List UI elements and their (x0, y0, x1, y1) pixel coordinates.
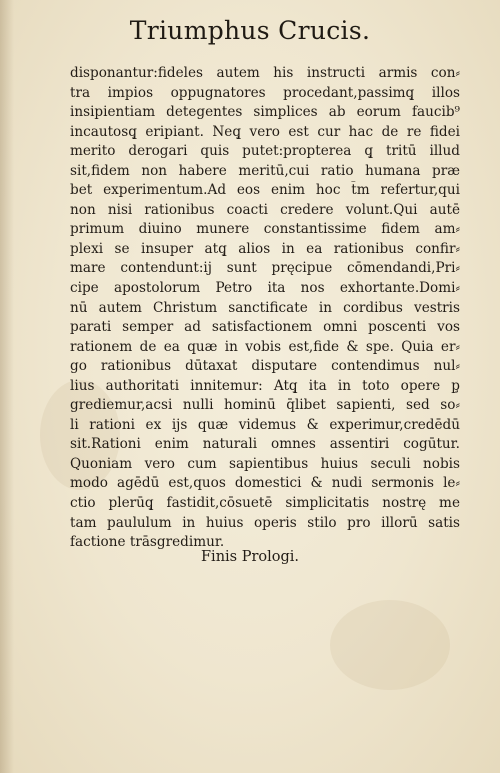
text-line: incautosq̧ eripiant. Neq̧ vero est cur hac de re fidei (70, 123, 460, 140)
text-line: sit,fidem non habere meritū,cui ratio humana præ (70, 162, 460, 179)
text-line: tam paululum in huius operis stilo pro illorū satis (70, 514, 460, 531)
text-line: ctio plerūq̧ fastidit,cōsuetē simplicitatis nostrę me (70, 495, 460, 512)
paper-stain (330, 600, 450, 690)
text-line: disponantur:fideles autem his instructi armis con⸗ (70, 65, 460, 81)
text-line: cipe apostolorum Petro ita nos exhortante.Domi⸗ (70, 280, 460, 297)
text-line: sit.Rationi enim naturali omnes assentiri cogūtur. (70, 436, 460, 453)
text-line: factione trāsgredimur. (70, 534, 225, 551)
text-line: grediemur,acsi nulli hominū q̄libet sapienti, sed so⸗ (70, 397, 460, 414)
text-line: rationem de ea quæ in vobis est,fide & spe. Quia er⸗ (70, 338, 460, 355)
text-line: non nisi rationibus coacti credere volunt.Qui autē (70, 201, 460, 218)
page-gutter-shadow (0, 0, 14, 773)
text-line: merito derogari quis putet:propterea q̧ tritū illud (70, 143, 460, 160)
text-line: nū autem Christum sanctificate in cordibus vestris (70, 299, 460, 316)
text-line: parati semper ad satisfactionem omni poscenti vos (70, 319, 460, 336)
prologue-text (70, 64, 460, 553)
text-line: primum diuino munere constantissime fidem am⸗ (70, 221, 460, 238)
text-line: lius authoritati innitemur: Atq̧ ita in toto opere p̧ (70, 377, 460, 394)
text-line: go rationibus dūtaxat disputare contendimus nul⸗ (70, 358, 460, 375)
text-line: bet experimentum.Ad eos enim hoc t̄m refertur,qui (70, 182, 460, 199)
text-line: mare contendunt:ij sunt pręcipue cōmendandi,Pri⸗ (70, 260, 460, 277)
text-line: modo agēdū est,quos domestici & nudi sermonis le⸗ (70, 475, 460, 492)
closing-line: Finis Prologi. (201, 549, 300, 565)
text-line: tra impios oppugnatores procedant,passimq̧ illos (70, 84, 460, 101)
text-line: Quoniam vero cum sapientibus huius seculi nobis (70, 455, 460, 472)
running-head: Triumphus Crucis. (129, 16, 371, 45)
text-line: plexi se insuper atq̧ alios in ea rationibus confir⸗ (70, 240, 460, 257)
text-line: insipientiam detegentes simplices ab eorum faucib⁹ (70, 104, 460, 121)
text-line: li rationi ex ijs quæ videmus & experimur,credēdū (70, 416, 460, 433)
